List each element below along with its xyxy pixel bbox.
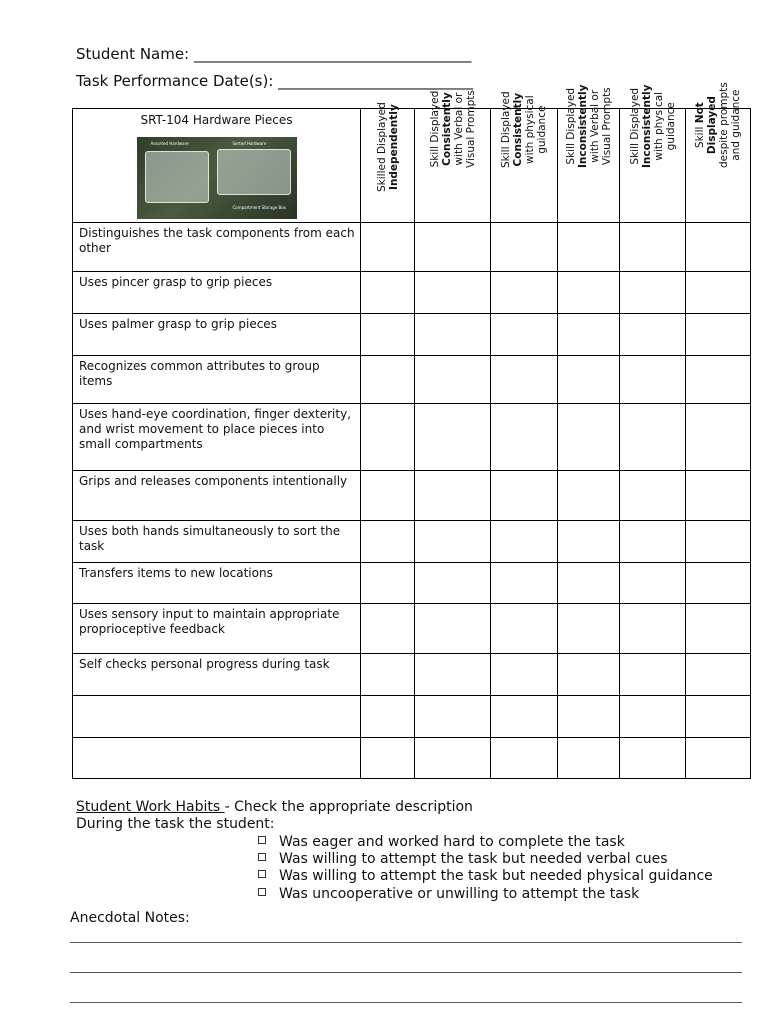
skill-label: Distinguishes the task components from each other: [73, 223, 361, 272]
rating-cell[interactable]: [620, 356, 686, 404]
rating-cell[interactable]: [361, 696, 415, 738]
rating-cell[interactable]: [361, 272, 415, 314]
task-dates-field[interactable]: Task Performance Date(s): __________________________: [76, 72, 474, 90]
hardware-photo: [137, 137, 297, 219]
habit-option[interactable]: Was willing to attempt the task but needed verbal cues: [258, 851, 668, 867]
col-header-line: with physical: [524, 95, 536, 164]
rating-cell[interactable]: [361, 356, 415, 404]
checkbox-icon[interactable]: [258, 870, 266, 878]
rating-cell[interactable]: [415, 404, 491, 471]
photo-label-1: Assorted Hardware: [150, 141, 189, 146]
rating-cell[interactable]: [620, 696, 686, 738]
col-header-line: with Verbal or: [588, 89, 601, 163]
col-header-not-displayed: [686, 82, 751, 223]
rating-cell[interactable]: [491, 738, 558, 779]
rating-cell[interactable]: [558, 404, 620, 471]
rating-cell[interactable]: [686, 404, 751, 471]
rating-cell[interactable]: [558, 272, 620, 314]
table-row: [73, 471, 751, 521]
col-header-line: despite prompts: [718, 82, 730, 168]
table-row: [73, 654, 751, 696]
rating-cell[interactable]: [491, 223, 558, 272]
col-header-independently: [361, 102, 415, 223]
rating-cell[interactable]: [558, 604, 620, 654]
table-row: [73, 314, 751, 356]
student-name-field[interactable]: Student Name: _____________________________________: [76, 45, 472, 63]
habit-option[interactable]: Was willing to attempt the task but needed physical guidance: [258, 868, 713, 884]
col-header-line: Visual Prompts: [600, 87, 613, 166]
col-header-line: Inconsistently: [576, 84, 589, 168]
rating-cell[interactable]: [415, 696, 491, 738]
rating-cell[interactable]: [361, 404, 415, 471]
rating-cell[interactable]: [415, 738, 491, 779]
col-header-consistently-verbal: [415, 90, 491, 223]
rating-cell[interactable]: [620, 654, 686, 696]
skill-label: Uses hand-eye coordination, finger dexterity, and wrist movement to place pieces into small compartments: [73, 404, 361, 471]
rating-cell[interactable]: [361, 471, 415, 521]
table-row: [73, 272, 751, 314]
rating-cell[interactable]: [558, 563, 620, 604]
col-header-line: Skill Not: [694, 102, 706, 149]
table-row: [73, 563, 751, 604]
rating-cell[interactable]: [361, 563, 415, 604]
rating-cell[interactable]: [491, 272, 558, 314]
rating-cell[interactable]: [686, 471, 751, 521]
habit-option[interactable]: Was eager and worked hard to complete the task: [258, 834, 625, 850]
rating-cell[interactable]: [415, 356, 491, 404]
rating-cell[interactable]: [361, 604, 415, 654]
col-header-line: Consistently: [440, 92, 453, 166]
col-header-line: Skill Displayed: [428, 90, 441, 168]
skills-table: [72, 82, 751, 779]
rating-cell[interactable]: [491, 654, 558, 696]
rating-cell[interactable]: [491, 604, 558, 654]
notes-line[interactable]: [70, 942, 742, 943]
table-row: [73, 604, 751, 654]
rating-cell[interactable]: [620, 563, 686, 604]
skill-label: Transfers items to new locations: [73, 563, 361, 604]
skill-label: Self checks personal progress during task: [73, 654, 361, 696]
skill-label: Uses pincer grasp to grip pieces: [73, 272, 361, 314]
rating-cell[interactable]: [491, 471, 558, 521]
rating-cell[interactable]: [558, 471, 620, 521]
rating-cell[interactable]: [415, 563, 491, 604]
rating-cell[interactable]: [686, 314, 751, 356]
checkbox-icon[interactable]: [258, 853, 266, 861]
skill-label: Recognizes common attributes to group items: [73, 356, 361, 404]
table-row: [73, 356, 751, 404]
rating-cell[interactable]: [686, 223, 751, 272]
rating-cell[interactable]: [686, 272, 751, 314]
rating-cell[interactable]: [361, 223, 415, 272]
rating-cell[interactable]: [415, 223, 491, 272]
col-header-line: and guidance: [730, 89, 742, 161]
col-header-line: Inconsistently: [640, 84, 653, 168]
col-header-consistently-physical: [491, 91, 558, 223]
rating-cell[interactable]: [558, 314, 620, 356]
col-header-inconsistently-verbal: [558, 84, 620, 223]
rating-cell[interactable]: [620, 272, 686, 314]
photo-label-3: Compartment Storage Box: [232, 205, 286, 210]
col-header-line: Skilled Displayed: [375, 102, 388, 192]
skill-label: Uses sensory input to maintain appropriate proprioceptive feedback: [73, 604, 361, 654]
work-habits-intro: During the task the student:: [76, 816, 275, 832]
rating-cell[interactable]: [686, 356, 751, 404]
rating-cell[interactable]: [686, 696, 751, 738]
rating-cell[interactable]: [620, 738, 686, 779]
rating-cell[interactable]: [686, 604, 751, 654]
rating-cell[interactable]: [558, 696, 620, 738]
checkbox-icon[interactable]: [258, 836, 266, 844]
col-header-line: Skill Displayed: [628, 87, 641, 165]
col-header-line: guidance: [536, 105, 548, 154]
rating-cell[interactable]: [361, 521, 415, 563]
habit-option[interactable]: Was uncooperative or unwilling to attempt the task: [258, 886, 639, 902]
skill-label: Uses palmer grasp to grip pieces: [73, 314, 361, 356]
work-habits-title: Student Work Habits: [76, 799, 225, 815]
rating-cell[interactable]: [415, 521, 491, 563]
product-image-cell: [73, 109, 361, 223]
rating-cell[interactable]: [415, 314, 491, 356]
rating-cell[interactable]: [620, 223, 686, 272]
rating-cell[interactable]: [558, 356, 620, 404]
col-header-line: Visual Prompts: [464, 90, 477, 168]
rating-cell[interactable]: [620, 314, 686, 356]
col-header-line: Displayed: [706, 96, 718, 155]
rating-cell[interactable]: [558, 738, 620, 779]
table-row: [73, 223, 751, 272]
notes-line[interactable]: [70, 972, 742, 973]
rating-cell[interactable]: [491, 404, 558, 471]
col-header-line: with physical: [652, 91, 665, 161]
col-header-inconsistently-physical: [620, 84, 686, 223]
rating-cell[interactable]: [620, 471, 686, 521]
table-row: [73, 404, 751, 471]
rating-cell[interactable]: [558, 521, 620, 563]
checkbox-icon[interactable]: [258, 888, 266, 896]
rating-cell[interactable]: [686, 654, 751, 696]
col-header-line: with Verbal or: [452, 92, 465, 166]
skill-label: Uses both hands simultaneously to sort the task: [73, 521, 361, 563]
rating-cell[interactable]: [361, 654, 415, 696]
anecdotal-notes-label: Anecdotal Notes:: [70, 910, 190, 926]
rating-cell[interactable]: [558, 654, 620, 696]
rating-cell[interactable]: [620, 604, 686, 654]
image-title: SRT-104 Hardware Pieces: [140, 113, 293, 127]
rating-cell[interactable]: [491, 314, 558, 356]
skill-label: [73, 696, 361, 738]
work-habits-instruction: - Check the appropriate description: [224, 799, 473, 815]
col-header-line: guidance: [664, 102, 677, 151]
table-row: [73, 521, 751, 563]
col-header-line: Consistently: [512, 92, 524, 167]
rating-cell[interactable]: [686, 738, 751, 779]
col-header-line: Skill Displayed: [500, 91, 512, 168]
rating-cell[interactable]: [686, 521, 751, 563]
rating-cell[interactable]: [491, 563, 558, 604]
rating-cell[interactable]: [415, 654, 491, 696]
rating-cell[interactable]: [361, 314, 415, 356]
rating-cell[interactable]: [415, 471, 491, 521]
rating-cell[interactable]: [491, 356, 558, 404]
photo-label-2: Sorted Hardware: [232, 141, 267, 146]
skill-label: Grips and releases components intentionally: [73, 471, 361, 521]
rating-cell[interactable]: [491, 696, 558, 738]
skill-label: [73, 738, 361, 779]
bin-right: [217, 149, 291, 195]
table-row: [73, 696, 751, 738]
rating-cell[interactable]: [620, 404, 686, 471]
rating-cell[interactable]: [491, 521, 558, 563]
rating-cell[interactable]: [361, 738, 415, 779]
work-habits-section: [76, 799, 473, 833]
col-header-line: Independently: [387, 104, 400, 190]
notes-line[interactable]: [70, 1002, 742, 1003]
rating-cell[interactable]: [558, 223, 620, 272]
rating-cell[interactable]: [620, 521, 686, 563]
col-header-line: Skill Displayed: [564, 87, 577, 165]
rating-cell[interactable]: [686, 563, 751, 604]
table-row: [73, 738, 751, 779]
rating-cell[interactable]: [415, 604, 491, 654]
bin-left: [145, 151, 209, 203]
rating-cell[interactable]: [415, 272, 491, 314]
